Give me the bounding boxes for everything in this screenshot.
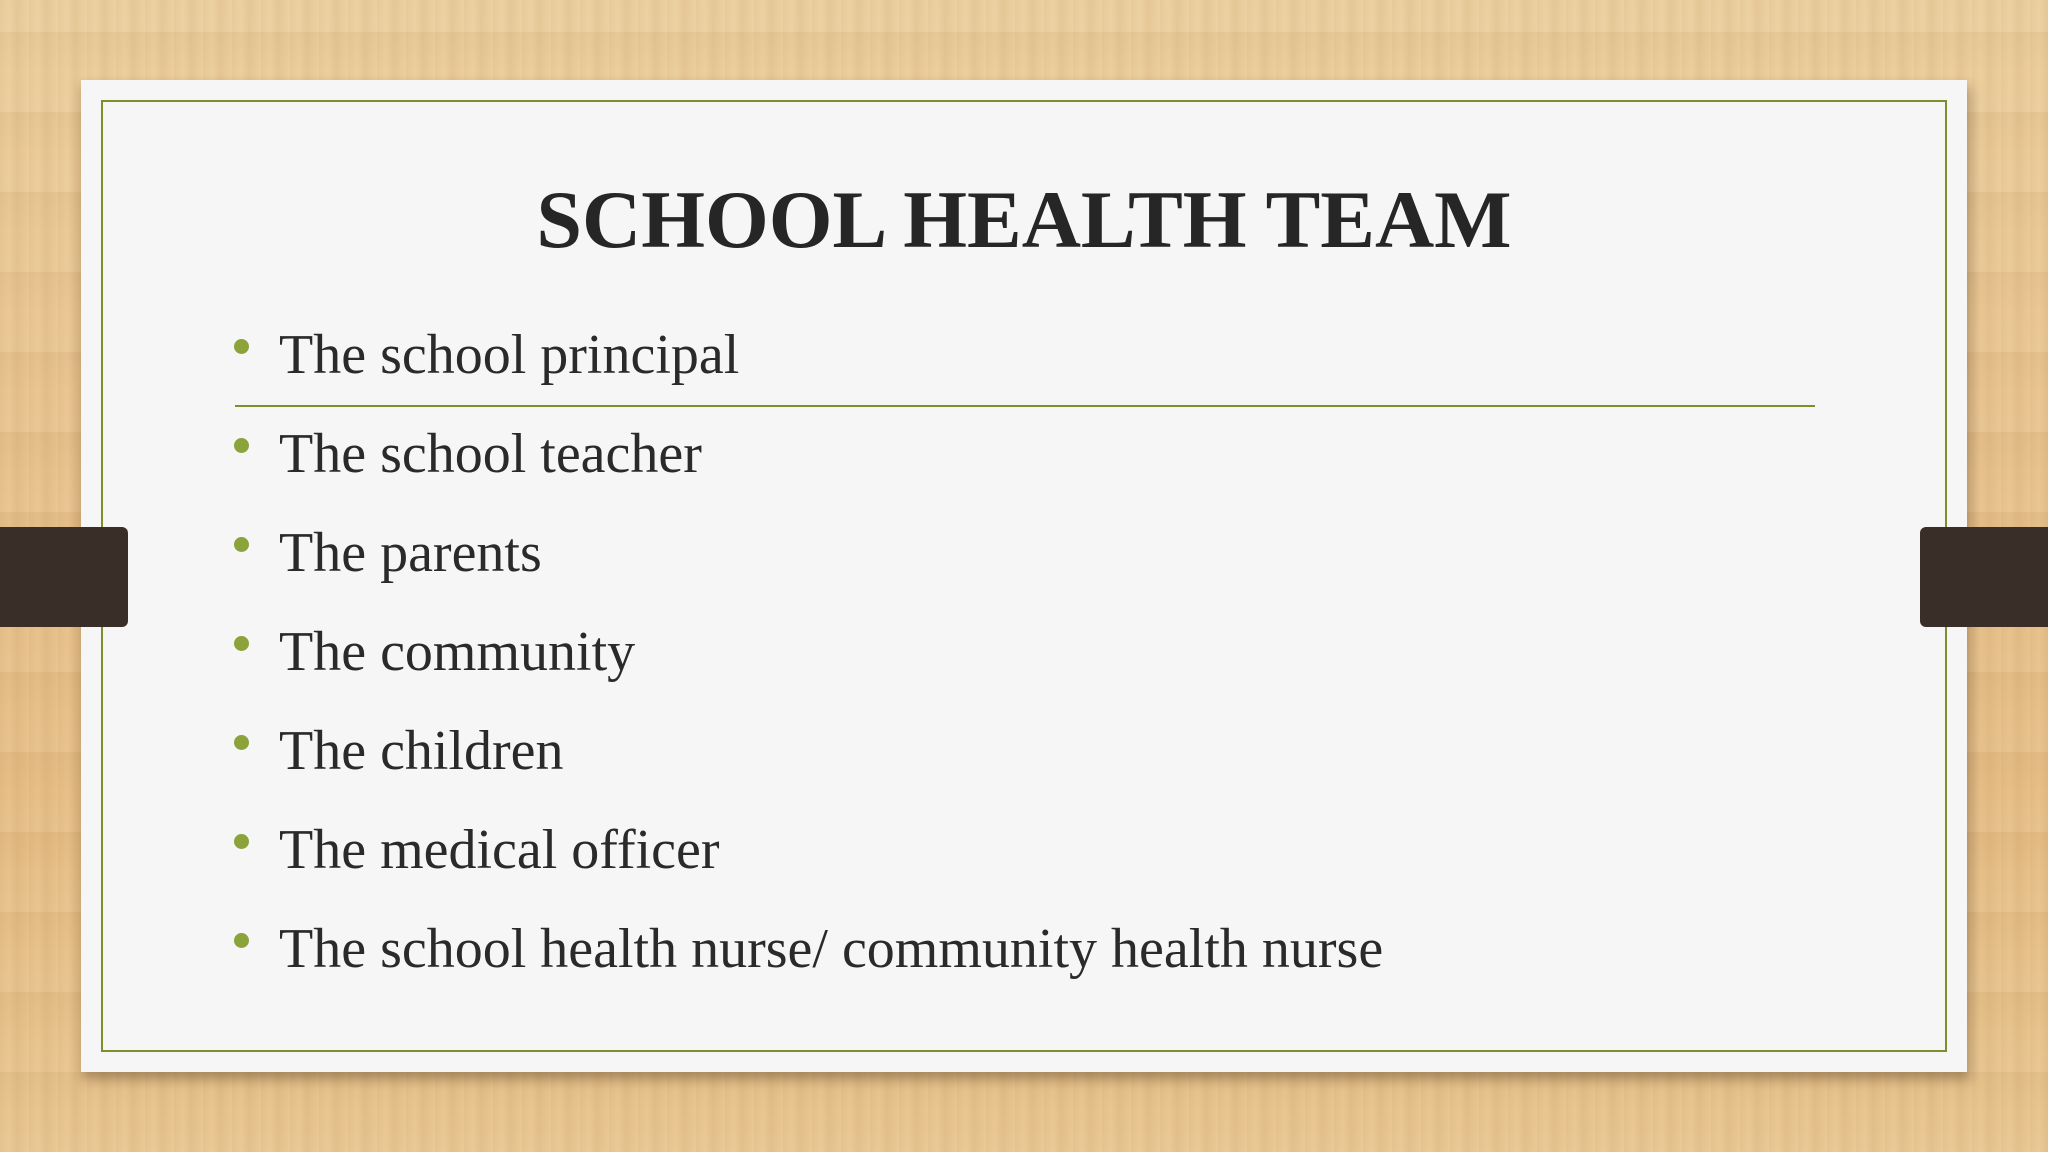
slide-title: SCHOOL HEALTH TEAM (536, 174, 1512, 265)
bullet-text: The children (279, 719, 564, 782)
bullet-text: The school health nurse/ community health nurse (279, 917, 1384, 980)
left-binder-tab (0, 527, 128, 627)
bullet-text: The parents (279, 521, 542, 584)
list-item (234, 602, 1383, 701)
bullet-icon (234, 339, 249, 354)
bullet-text: The community (279, 620, 636, 683)
list-item (234, 503, 1383, 602)
bullet-list (234, 305, 1383, 998)
list-item (234, 305, 1383, 404)
list-item (234, 899, 1383, 998)
right-binder-tab (1920, 527, 2048, 627)
list-item (234, 701, 1383, 800)
bullet-icon (234, 438, 249, 453)
bullet-icon (234, 735, 249, 750)
bullet-icon (234, 537, 249, 552)
list-item (234, 800, 1383, 899)
bullet-text: The school principal (279, 323, 740, 386)
bullet-icon (234, 636, 249, 651)
list-item (234, 404, 1383, 503)
bullet-text: The medical officer (279, 818, 720, 881)
bullet-icon (234, 834, 249, 849)
bullet-icon (234, 933, 249, 948)
bullet-text: The school teacher (279, 422, 702, 485)
